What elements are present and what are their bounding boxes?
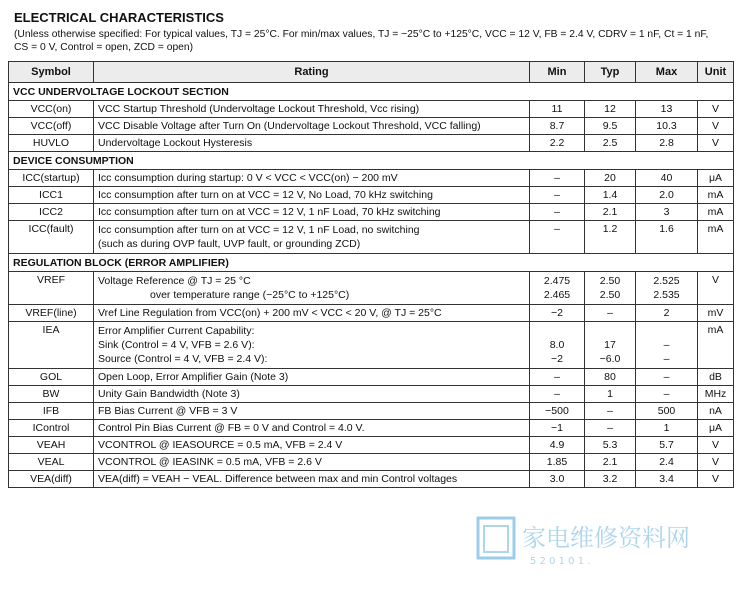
typ-cell: – (585, 420, 636, 437)
typ-cell: 3.2 (585, 471, 636, 488)
value-line: 2.475 (543, 275, 571, 287)
max-cell: 3.4 (636, 471, 698, 488)
value-line: −6.0 (599, 353, 621, 365)
table-row (9, 369, 734, 386)
table-row (9, 221, 734, 254)
rating-line: Sink (Control = 4 V, VFB = 2.6 V): (98, 339, 255, 351)
rating-cell: FB Bias Current @ VFB = 3 V (94, 403, 530, 420)
rating-cell: Open Loop, Error Amplifier Gain (Note 3) (94, 369, 530, 386)
rating-cell (94, 322, 530, 369)
unit-cell: V (698, 101, 734, 118)
rating-cell: VCONTROL @ IEASOURCE = 0.5 mA, VFB = 2.4 V (94, 437, 530, 454)
rating-cell: Undervoltage Lockout Hysteresis (94, 135, 530, 152)
rating-line: Error Amplifier Current Capability: (98, 325, 255, 337)
symbol-cell: ICC(startup) (9, 170, 94, 187)
rating-line: Icc consumption after turn on at VCC = 12 V, 1 nF Load, no switching (98, 224, 420, 236)
typ-cell (585, 272, 636, 305)
max-cell: 40 (636, 170, 698, 187)
value-line: 8.0 (549, 339, 565, 351)
rating-cell: Icc consumption after turn on at VCC = 12 V, 1 nF Load, 70 kHz switching (94, 204, 530, 221)
section-header-regulation: REGULATION BLOCK (ERROR AMPLIFIER) (9, 254, 734, 272)
table-row (9, 118, 734, 135)
symbol-cell: ICC1 (9, 187, 94, 204)
symbol-cell: GOL (9, 369, 94, 386)
typ-cell: – (585, 403, 636, 420)
max-cell: 5.7 (636, 437, 698, 454)
symbol-cell: VEAH (9, 437, 94, 454)
header-max: Max (636, 62, 698, 83)
max-cell: 3 (636, 204, 698, 221)
value-line: – (663, 339, 670, 351)
min-cell (530, 272, 585, 305)
min-cell: – (530, 187, 585, 204)
rating-line: Source (Control = 4 V, VFB = 2.4 V): (98, 353, 268, 365)
rating-line: over temperature range (−25°C to +125°C) (150, 289, 350, 301)
header-row (9, 62, 734, 83)
symbol-cell: BW (9, 386, 94, 403)
rating-cell (94, 221, 530, 254)
value-line: 2.465 (543, 289, 571, 301)
unit-cell: mV (698, 305, 734, 322)
value-line: 17 (604, 339, 616, 351)
min-cell (530, 322, 585, 369)
value-line: 2.50 (599, 275, 621, 287)
rating-cell: VEA(diff) = VEAH − VEAL. Difference between max and min Control voltages (94, 471, 530, 488)
typ-cell: 2.1 (585, 204, 636, 221)
symbol-cell: IEA (9, 322, 94, 369)
value-line: – (663, 353, 670, 365)
unit-cell: mA (698, 187, 734, 204)
min-cell: −1 (530, 420, 585, 437)
unit-cell: V (698, 118, 734, 135)
unit-cell: μA (698, 170, 734, 187)
symbol-cell: VCC(off) (9, 118, 94, 135)
electrical-characteristics-table (8, 61, 734, 488)
value-line: 2.50 (599, 289, 621, 301)
header-rating: Rating (94, 62, 530, 83)
min-cell: −500 (530, 403, 585, 420)
test-conditions: (Unless otherwise specified: For typical values, TJ = 25°C. For min/max values, TJ = −25°C to +125°C, VCC = 12 V, FB = 2.4 V, CDRV = 1 nF, Ct = 1 nF, CS = 0 V, Control = open, ZCD = open) (14, 29, 709, 53)
unit-cell: dB (698, 369, 734, 386)
rating-cell: VCONTROL @ IEASINK = 0.5 mA, VFB = 2.6 V (94, 454, 530, 471)
typ-cell: 80 (585, 369, 636, 386)
rating-line: (such as during OVP fault, UVP fault, or grounding ZCD) (98, 238, 361, 250)
min-cell: 3.0 (530, 471, 585, 488)
unit-cell: MHz (698, 386, 734, 403)
section-title: ELECTRICAL CHARACTERISTICS (14, 10, 224, 25)
value-line: −2 (551, 353, 563, 365)
max-cell (636, 272, 698, 305)
table-row (9, 471, 734, 488)
unit-cell: nA (698, 403, 734, 420)
symbol-cell: VEA(diff) (9, 471, 94, 488)
min-cell: 4.9 (530, 437, 585, 454)
symbol-cell: ICC2 (9, 204, 94, 221)
max-cell: 2 (636, 305, 698, 322)
min-cell: 8.7 (530, 118, 585, 135)
max-cell: – (636, 386, 698, 403)
rating-cell: Control Pin Bias Current @ FB = 0 V and Control = 4.0 V. (94, 420, 530, 437)
unit-cell: mA (698, 204, 734, 221)
symbol-cell: VEAL (9, 454, 94, 471)
header-symbol: Symbol (9, 62, 94, 83)
typ-cell: 1.2 (585, 221, 636, 254)
rating-cell (94, 272, 530, 305)
max-cell: 2.8 (636, 135, 698, 152)
typ-cell: 20 (585, 170, 636, 187)
min-cell: −2 (530, 305, 585, 322)
table-row (9, 272, 734, 305)
min-cell: – (530, 221, 585, 254)
symbol-cell: VCC(on) (9, 101, 94, 118)
unit-cell: μA (698, 420, 734, 437)
table-row (9, 322, 734, 369)
typ-cell: 2.5 (585, 135, 636, 152)
symbol-cell: ICC(fault) (9, 221, 94, 254)
watermark-text: 家电维修资料网 (522, 524, 690, 552)
max-cell: 1.6 (636, 221, 698, 254)
table-row (9, 101, 734, 118)
unit-cell: V (698, 135, 734, 152)
header-unit: Unit (698, 62, 734, 83)
unit-cell: V (698, 471, 734, 488)
watermark-url: 5 2 0 1 0 1 . (530, 556, 591, 567)
symbol-cell: HUVLO (9, 135, 94, 152)
rating-cell: Unity Gain Bandwidth (Note 3) (94, 386, 530, 403)
max-cell: 10.3 (636, 118, 698, 135)
typ-cell: 5.3 (585, 437, 636, 454)
table-row (9, 170, 734, 187)
unit-cell: V (698, 454, 734, 471)
table-row (9, 135, 734, 152)
max-cell: 500 (636, 403, 698, 420)
max-cell: 1 (636, 420, 698, 437)
unit-cell: mA (698, 322, 734, 369)
typ-cell: 2.1 (585, 454, 636, 471)
unit-cell: V (698, 272, 734, 305)
table-row (9, 386, 734, 403)
unit-cell: mA (698, 221, 734, 254)
symbol-cell: IFB (9, 403, 94, 420)
typ-cell: 1.4 (585, 187, 636, 204)
table-row (9, 454, 734, 471)
section-header-uvlo: VCC UNDERVOLTAGE LOCKOUT SECTION (9, 83, 734, 101)
typ-cell: – (585, 305, 636, 322)
max-cell: 2.0 (636, 187, 698, 204)
rating-cell: VCC Disable Voltage after Turn On (Undervoltage Lockout Threshold, VCC falling) (94, 118, 530, 135)
symbol-cell: VREF (9, 272, 94, 305)
value-line: 2.525 (653, 275, 680, 287)
table-row (9, 187, 734, 204)
unit-cell: V (698, 437, 734, 454)
rating-cell: Vref Line Regulation from VCC(on) + 200 mV < VCC < 20 V, @ TJ = 25°C (94, 305, 530, 322)
rating-cell: Icc consumption during startup: 0 V < VCC < VCC(on) − 200 mV (94, 170, 530, 187)
table-row (9, 204, 734, 221)
max-cell: 13 (636, 101, 698, 118)
table-row (9, 420, 734, 437)
typ-cell (585, 322, 636, 369)
section-header-consumption: DEVICE CONSUMPTION (9, 152, 734, 170)
min-cell: – (530, 170, 585, 187)
table-row (9, 305, 734, 322)
table-row (9, 437, 734, 454)
max-cell (636, 322, 698, 369)
min-cell: 11 (530, 101, 585, 118)
rating-line: Voltage Reference @ TJ = 25 °C (98, 275, 251, 287)
header-typ: Typ (585, 62, 636, 83)
typ-cell: 1 (585, 386, 636, 403)
table-row (9, 403, 734, 420)
symbol-cell: IControl (9, 420, 94, 437)
watermark-logo (470, 510, 725, 570)
min-cell: 1.85 (530, 454, 585, 471)
value-line: 2.535 (653, 289, 680, 301)
min-cell: 2.2 (530, 135, 585, 152)
max-cell: 2.4 (636, 454, 698, 471)
rating-cell: VCC Startup Threshold (Undervoltage Lockout Threshold, Vcc rising) (94, 101, 530, 118)
max-cell: – (636, 369, 698, 386)
rating-cell: Icc consumption after turn on at VCC = 12 V, No Load, 70 kHz switching (94, 187, 530, 204)
min-cell: – (530, 386, 585, 403)
min-cell: – (530, 204, 585, 221)
min-cell: – (530, 369, 585, 386)
symbol-cell: VREF(line) (9, 305, 94, 322)
header-min: Min (530, 62, 585, 83)
typ-cell: 9.5 (585, 118, 636, 135)
typ-cell: 12 (585, 101, 636, 118)
